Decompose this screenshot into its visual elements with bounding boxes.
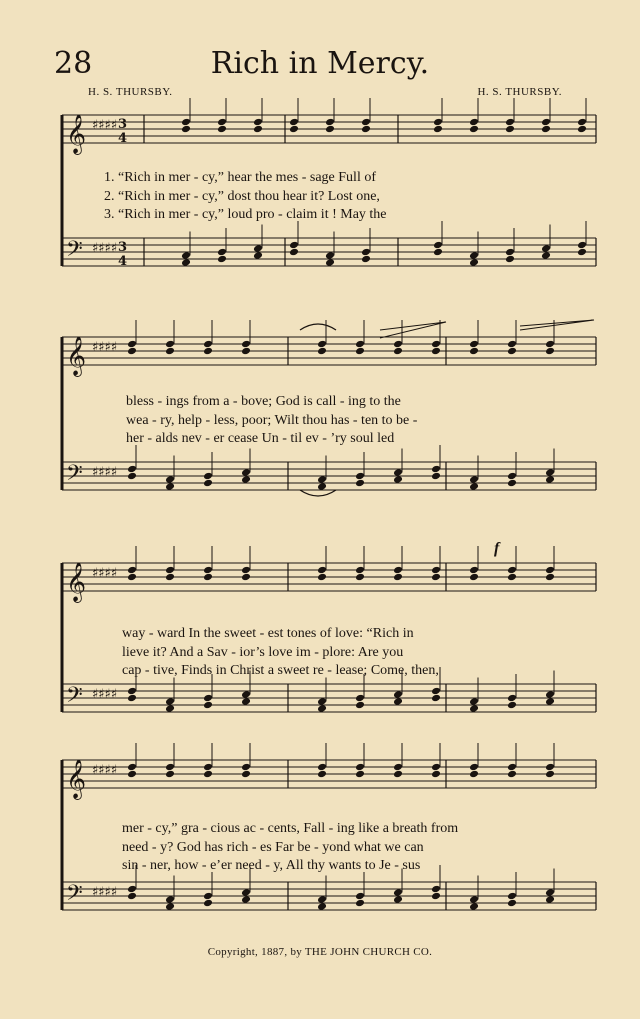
note-head: [507, 694, 517, 703]
crescendo-hairpin: [520, 320, 594, 330]
note-head: [545, 895, 555, 904]
note-head: [507, 566, 517, 575]
note-head: [217, 125, 227, 134]
lyric-s2-v3: her - alds nev - er cease Un - til ev - ’ry soul led: [126, 431, 395, 446]
note-head: [393, 763, 403, 772]
note-head: [393, 697, 403, 706]
note-head: [361, 125, 371, 134]
note-head: [361, 118, 371, 127]
note-head: [203, 701, 213, 710]
note-head: [203, 347, 213, 356]
lyric-s3-v1: way - ward In the sweet - est tones of love: “Rich in: [122, 626, 414, 641]
note-head: [241, 763, 251, 772]
words-credit: H. S. THURSBY.: [88, 86, 173, 98]
note-head: [241, 566, 251, 575]
time-signature-bottom: 4: [118, 131, 128, 146]
note-head: [317, 770, 327, 779]
note-head: [241, 888, 251, 897]
note-head: [317, 573, 327, 582]
note-head: [505, 118, 515, 127]
note-head: [505, 248, 515, 257]
lyric-s4-v3: sin - ner, how - e’er need - y, All thy wants to Je - sus: [122, 858, 421, 873]
note-head: [433, 248, 443, 257]
note-head: [165, 895, 175, 904]
lyric-s3-v2: lieve it? And a Sav - ior’s love im - plore: Are you: [122, 645, 404, 660]
note-head: [317, 482, 327, 491]
note-head: [431, 573, 441, 582]
note-head: [393, 573, 403, 582]
note-head: [507, 770, 517, 779]
lyric-s4-v2: need - y? God has rich - es Far be - yond what we can: [122, 840, 424, 855]
note-head: [127, 892, 137, 901]
note-head: [355, 770, 365, 779]
note-head: [431, 770, 441, 779]
key-signature: ♯♯♯♯: [92, 885, 118, 900]
note-head: [203, 763, 213, 772]
key-signature: ♯♯♯♯: [92, 241, 118, 256]
note-head: [393, 895, 403, 904]
note-head: [431, 694, 441, 703]
note-head: [469, 347, 479, 356]
time-signature-top: 3: [118, 240, 128, 255]
note-head: [433, 241, 443, 250]
note-head: [393, 690, 403, 699]
note-head: [431, 885, 441, 894]
note-head: [469, 895, 479, 904]
note-head: [317, 347, 327, 356]
note-head: [241, 573, 251, 582]
note-head: [355, 701, 365, 710]
treble-clef: 𝄞: [66, 759, 87, 799]
note-head: [393, 770, 403, 779]
forte-mark: f: [494, 540, 500, 557]
note-head: [541, 244, 551, 253]
note-head: [203, 472, 213, 481]
note-head: [217, 118, 227, 127]
note-head: [317, 763, 327, 772]
note-head: [545, 468, 555, 477]
note-head: [165, 763, 175, 772]
note-head: [507, 347, 517, 356]
bass-clef: 𝄢: [66, 237, 83, 267]
note-head: [317, 902, 327, 911]
note-head: [507, 899, 517, 908]
note-head: [577, 241, 587, 250]
note-head: [469, 475, 479, 484]
note-head: [545, 888, 555, 897]
note-head: [325, 258, 335, 267]
note-head: [355, 347, 365, 356]
note-head: [431, 687, 441, 696]
note-head: [241, 895, 251, 904]
note-head: [253, 125, 263, 134]
bass-clef: 𝄢: [66, 881, 83, 911]
note-head: [203, 479, 213, 488]
note-head: [541, 251, 551, 260]
note-head: [545, 763, 555, 772]
note-head: [577, 118, 587, 127]
note-head: [541, 125, 551, 134]
note-head: [507, 763, 517, 772]
note-head: [469, 482, 479, 491]
note-head: [203, 892, 213, 901]
note-head: [317, 697, 327, 706]
note-head: [127, 566, 137, 575]
note-head: [393, 340, 403, 349]
note-head: [203, 566, 213, 575]
note-head: [431, 340, 441, 349]
note-head: [393, 468, 403, 477]
note-head: [165, 704, 175, 713]
note-head: [181, 258, 191, 267]
copyright-line: Copyright, 1887, by THE JOHN CHURCH CO.: [207, 946, 433, 958]
treble-clef: 𝄞: [66, 336, 87, 376]
key-signature: ♯♯♯♯: [92, 465, 118, 480]
note-head: [289, 248, 299, 257]
note-head: [165, 573, 175, 582]
note-head: [545, 340, 555, 349]
note-head: [289, 118, 299, 127]
note-head: [431, 892, 441, 901]
note-head: [241, 690, 251, 699]
key-signature: ♯♯♯♯: [92, 118, 118, 133]
note-head: [355, 566, 365, 575]
lyric-s1-v2: 2. “Rich in mer - cy,” dost thou hear it? Lost one,: [104, 189, 380, 204]
note-head: [393, 347, 403, 356]
note-head: [165, 697, 175, 706]
note-head: [317, 340, 327, 349]
treble-clef: 𝄞: [66, 562, 87, 602]
note-head: [127, 347, 137, 356]
note-head: [317, 475, 327, 484]
note-head: [507, 479, 517, 488]
note-head: [469, 118, 479, 127]
note-head: [355, 892, 365, 901]
note-head: [469, 697, 479, 706]
note-head: [507, 701, 517, 710]
note-head: [469, 763, 479, 772]
note-head: [469, 251, 479, 260]
note-head: [431, 566, 441, 575]
note-head: [541, 118, 551, 127]
note-head: [361, 255, 371, 264]
hymn-number: 28: [54, 46, 93, 81]
bass-clef: 𝄢: [66, 683, 83, 713]
note-head: [217, 248, 227, 257]
note-head: [203, 899, 213, 908]
slur: [300, 324, 336, 330]
lyric-s2-v2: wea - ry, help - less, poor; Wilt thou has - ten to be -: [126, 413, 418, 428]
note-head: [203, 694, 213, 703]
note-head: [253, 244, 263, 253]
lyric-s4-v1: mer - cy,” gra - cious ac - cents, Fall - ing like a breath from: [122, 821, 459, 836]
note-head: [317, 895, 327, 904]
note-head: [317, 566, 327, 575]
note-head: [507, 573, 517, 582]
treble-clef: 𝄞: [66, 114, 87, 154]
note-head: [469, 573, 479, 582]
note-head: [127, 340, 137, 349]
crescendo-hairpin: [380, 322, 446, 338]
note-head: [127, 763, 137, 772]
note-head: [241, 770, 251, 779]
note-head: [181, 125, 191, 134]
note-head: [433, 118, 443, 127]
note-head: [165, 482, 175, 491]
note-head: [469, 704, 479, 713]
bass-clef: 𝄢: [66, 461, 83, 491]
note-head: [325, 118, 335, 127]
time-signature-bottom: 4: [118, 254, 128, 269]
note-head: [165, 475, 175, 484]
note-head: [545, 697, 555, 706]
key-signature: ♯♯♯♯: [92, 566, 118, 581]
note-head: [431, 347, 441, 356]
note-head: [545, 770, 555, 779]
note-head: [181, 118, 191, 127]
note-head: [127, 573, 137, 582]
note-head: [355, 472, 365, 481]
key-signature: ♯♯♯♯: [92, 687, 118, 702]
note-head: [469, 258, 479, 267]
note-head: [431, 472, 441, 481]
note-head: [127, 885, 137, 894]
note-head: [433, 125, 443, 134]
note-head: [469, 566, 479, 575]
note-head: [507, 892, 517, 901]
note-head: [127, 770, 137, 779]
note-head: [469, 125, 479, 134]
note-head: [505, 125, 515, 134]
note-head: [355, 763, 365, 772]
note-head: [361, 248, 371, 257]
time-signature-top: 3: [118, 117, 128, 132]
lyric-s3-v3: cap - tive, Finds in Christ a sweet re - lease; Come, then,: [122, 663, 439, 678]
note-head: [203, 573, 213, 582]
note-head: [431, 465, 441, 474]
note-head: [393, 566, 403, 575]
note-head: [181, 251, 191, 260]
slur: [300, 490, 336, 496]
note-head: [545, 566, 555, 575]
note-head: [545, 690, 555, 699]
lyric-s1-v3: 3. “Rich in mer - cy,” loud pro - claim it ! May the: [104, 207, 387, 222]
note-head: [545, 573, 555, 582]
key-signature: ♯♯♯♯: [92, 340, 118, 355]
note-head: [241, 475, 251, 484]
note-head: [317, 704, 327, 713]
note-head: [165, 340, 175, 349]
note-head: [393, 888, 403, 897]
note-head: [545, 475, 555, 484]
note-head: [355, 899, 365, 908]
note-head: [289, 125, 299, 134]
note-head: [217, 255, 227, 264]
music-credit: H. S. THURSBY.: [477, 86, 562, 98]
note-head: [469, 902, 479, 911]
key-signature: ♯♯♯♯: [92, 763, 118, 778]
note-head: [127, 465, 137, 474]
note-head: [253, 118, 263, 127]
note-head: [253, 251, 263, 260]
note-head: [431, 763, 441, 772]
note-head: [545, 347, 555, 356]
note-head: [325, 125, 335, 134]
note-head: [127, 472, 137, 481]
note-head: [165, 347, 175, 356]
note-head: [127, 694, 137, 703]
note-head: [203, 340, 213, 349]
note-head: [165, 566, 175, 575]
note-head: [203, 770, 213, 779]
note-head: [241, 697, 251, 706]
note-head: [241, 347, 251, 356]
note-head: [577, 248, 587, 257]
note-head: [469, 770, 479, 779]
note-head: [165, 902, 175, 911]
note-head: [355, 479, 365, 488]
note-head: [355, 694, 365, 703]
note-head: [507, 472, 517, 481]
note-head: [355, 573, 365, 582]
note-head: [507, 340, 517, 349]
note-head: [393, 475, 403, 484]
note-head: [165, 770, 175, 779]
note-head: [505, 255, 515, 264]
note-head: [469, 340, 479, 349]
note-head: [241, 340, 251, 349]
note-head: [355, 340, 365, 349]
note-head: [127, 687, 137, 696]
note-head: [325, 251, 335, 260]
hymn-title: Rich in Mercy.: [210, 46, 430, 81]
lyric-s2-v1: bless - ings from a - bove; God is call - ing to the: [126, 394, 401, 409]
note-head: [289, 241, 299, 250]
lyric-s1-v1: 1. “Rich in mer - cy,” hear the mes - sage Full of: [104, 170, 377, 185]
note-head: [241, 468, 251, 477]
note-head: [577, 125, 587, 134]
